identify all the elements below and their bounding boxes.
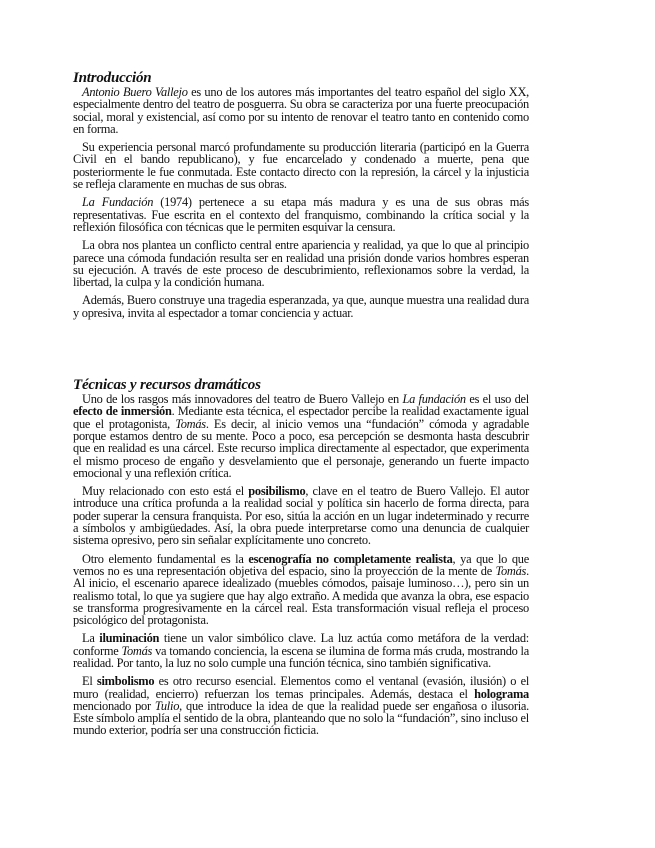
paragraph-text: tiene un valor simbólico clave. La luz actúa como metáfora de la verdad: conforme xyxy=(73,631,530,658)
author-name: Antonio Buero Vallejo xyxy=(82,85,188,99)
paragraph-text: , ya que lo que vemos no es una representación objetiva del espacio, sino la proyección de la mente de xyxy=(73,551,529,578)
paragraph-text: Uno de los rasgos más innovadores del teatro de Buero Vallejo en xyxy=(82,392,403,407)
paragraph-text: es otro recurso esencial. Elementos como el ventanal (evasión, ilusión) o el muro (realidad, encierro) refuerzan los temas principales. Además, destaca el xyxy=(73,674,530,701)
section-heading-introduccion: Introducción xyxy=(73,70,152,86)
character-name: Tomás xyxy=(495,563,527,578)
document-page xyxy=(73,70,529,743)
character-name: Tomás xyxy=(121,643,153,658)
paragraph-text: , clave en el teatro de Buero Vallejo. El autor introduce una crítica profunda a la realidad social y política sin hacerlo de forma directa, para poder superar la censura franquista. Por eso, sitúa la acción en un lugar indeterminado y recurre a símbolos y ambigüedades. Así, la obra puede interpretarse como una denuncia de cualquier sistema opresivo, pero sin señalar explícitamente uno concreto. xyxy=(73,484,529,548)
paragraph-text: mencionado por xyxy=(73,698,155,713)
key-term: holograma xyxy=(474,686,529,701)
paragraph xyxy=(73,86,529,135)
key-term: posibilismo xyxy=(248,484,306,499)
paragraph-text: es el uso del xyxy=(465,392,529,407)
work-title: La fundación xyxy=(402,392,466,407)
paragraph-text: . Al inicio, el escenario aparece idealizado (muebles cómodos, paisaje luminoso…), pero sin un realismo total, lo que ya sugiere que hay algo extraño. A medida que avanza la obra, ese espacio se transforma progresivamente en la cárcel real. Esta transformación visual refleja el proceso psicológico del protagonista. xyxy=(73,563,529,628)
section-spacer xyxy=(73,325,529,377)
paragraph-text: (1974) pertenece a su etapa más madura y es una de sus obras más representativas. Fue escrita en el contexto del franquismo, combinando la crítica social y la reflexión filosófica con técnicas que le permiten esquivar la censura. xyxy=(73,195,529,234)
paragraph-text: , que introduce la idea de que la realidad puede ser engañosa o ilusoria. Este símbolo amplía el sentido de la obra, planteando que no solo la “fundación”, sino incluso el mundo exterior, podría ser una construcción ficticia. xyxy=(73,698,529,738)
paragraph xyxy=(73,553,529,627)
key-term: escenografía no completamente realista xyxy=(248,551,453,566)
section-heading-tecnicas: Técnicas y recursos dramáticos xyxy=(73,377,261,394)
paragraph-text: El xyxy=(82,674,97,689)
work-title: La Fundación xyxy=(82,195,154,210)
paragraph xyxy=(73,196,529,233)
paragraph xyxy=(73,632,529,669)
key-term: iluminación xyxy=(99,631,160,646)
paragraph xyxy=(73,393,529,479)
character-name: Tomás xyxy=(175,416,206,431)
paragraph-text: La xyxy=(82,631,100,646)
paragraph-text: . Es decir, al inicio vemos una “fundación” cómoda y agradable porque estamos dentro de su mente. Poco a poco, esa percepción se desmonta hasta descubrir que en realidad es una cárcel. Este recurso implica directamente al espectador, que experimenta el mismo proceso de engaño y desvelamiento que el personaje, generando un fuerte impacto emocional y una reflexión crítica. xyxy=(73,416,530,480)
character-name: Tulio xyxy=(154,698,180,713)
paragraph-text: va tomando conciencia, la escena se ilumina de forma más cruda, mostrando la realidad. Por tanto, la luz no solo cumple una función técnica, sino también significativa. xyxy=(73,643,530,670)
paragraph-text: . Mediante esta técnica, el espectador percibe la realidad exactamente igual que el protagonista, xyxy=(73,404,529,431)
paragraph: La obra nos plantea un conflicto central entre apariencia y realidad, ya que lo que al principio parece una cómoda fundación resulta ser en realidad una prisión donde varios hombres esperan su ejecución. A través de este proceso de descubrimiento, reflexionamos sobre la verdad, la libertad, la culpa y la condición humana. xyxy=(73,238,529,290)
paragraph-text: Muy relacionado con esto está el xyxy=(82,484,249,499)
paragraph: Además, Buero construye una tragedia esperanzada, ya que, aunque muestra una realidad dura y opresiva, invita al espectador a tomar conciencia y actuar. xyxy=(73,293,529,320)
paragraph xyxy=(73,485,529,546)
paragraph: Su experiencia personal marcó profundamente su producción literaria (participó en la Guerra Civil en el bando republicano), y fue encarcelado y condenado a muerte, pena que posteriormente le fue conmutada. Este contacto directo con la represión, la cárcel y la injusticia se refleja claramente en muchas de sus obras. xyxy=(73,140,529,192)
paragraph xyxy=(73,675,529,736)
key-term: simbolismo xyxy=(96,674,155,689)
paragraph-text: Otro elemento fundamental es la xyxy=(82,551,249,566)
key-term: efecto de inmersión xyxy=(73,404,172,419)
paragraph-text: es uno de los autores más importantes del teatro español del siglo XX, especialmente dentro del teatro de posguerra. Su obra se caracteriza por una fuerte preocupación social, moral y existencial, así como por su intento de renovar el teatro tanto en contenido como en forma. xyxy=(73,85,529,136)
